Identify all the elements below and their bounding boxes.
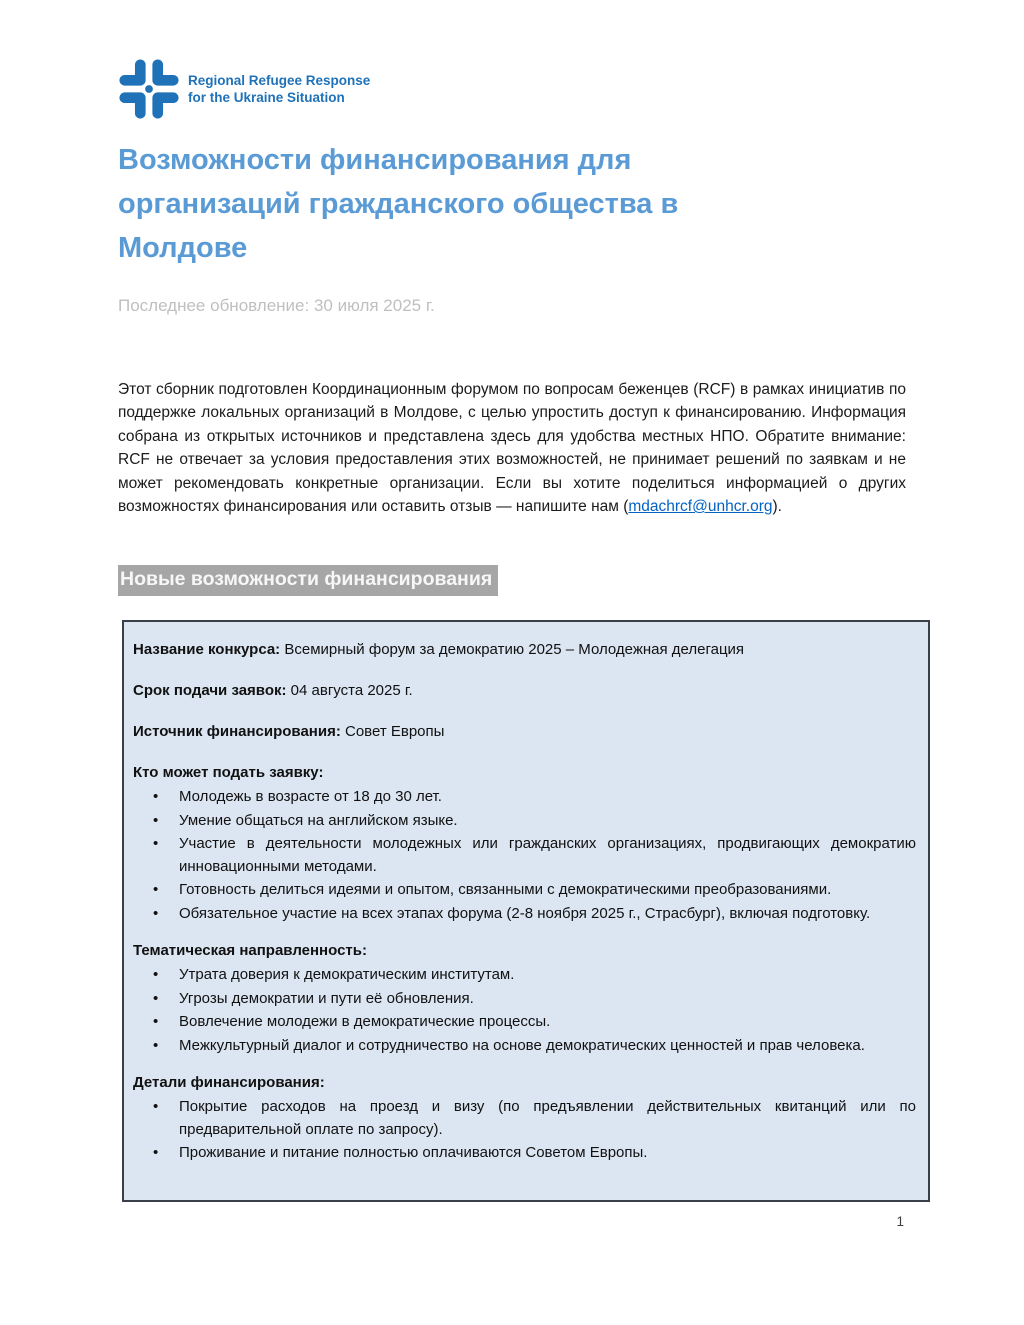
field-row-funding-source [133, 722, 918, 742]
bullet-item: • Участие в деятельности молодежных или гражданских организациях, продвигающих демократию инновационными методами. [179, 833, 916, 878]
bullet-list-themes [133, 964, 918, 1057]
logo [118, 58, 370, 120]
bullet-item: • Готовность делиться идеями и опытом, связанными с демократическими преобразованиями. [179, 879, 916, 902]
funding-card [122, 620, 930, 1202]
bullet-list-eligibility [133, 786, 918, 925]
rrp-logo-icon [118, 58, 180, 120]
field-row-contest-name [133, 640, 918, 660]
logo-wordmark [188, 72, 370, 106]
intro-text-after: ). [772, 498, 782, 515]
bullet-item: • Вовлечение молодежи в демократические процессы. [179, 1011, 916, 1034]
email-link[interactable]: mdachrcf@unhcr.org [628, 498, 773, 515]
bullet-item: • Угрозы демократии и пути её обновления. [179, 988, 916, 1011]
bullet-item: • Утрата доверия к демократическим институтам. [179, 964, 916, 987]
field-value: 04 августа 2025 г. [286, 682, 413, 699]
bullet-item: • Покрытие расходов на проезд и визу (по предъявлении действительных квитанций или по предварительной оплате по запросу). [179, 1096, 916, 1141]
intro-text-before: Этот сборник подготовлен Координационным форумом по вопросам беженцев (RCF) в рамках инициатив по поддержке локальных организаций в Молдове, с целью упростить доступ к финансированию. Информация собрана из открытых источников и представлена здесь для удобства местных НПО. Обратите внимание: RCF не отвечает за условия предоставления этих возможностей, не принимает решений по заявкам и не может рекомендовать конкретные организации. Если вы хотите поделиться информацией о других возможностях финансирования или оставить отзыв — напишите нам ( [118, 380, 906, 515]
bullet-item: • Проживание и питание полностью оплачиваются Советом Европы. [179, 1142, 916, 1165]
logo-line2: for the Ukraine Situation [188, 90, 345, 105]
field-label: Название конкурса: [133, 641, 281, 658]
card-section-heading-eligibility: Кто может подать заявку: [133, 764, 324, 781]
page-title: Возможности финансирования для организаций гражданского общества в Молдове [118, 144, 679, 264]
logo-line1: Regional Refugee Response [188, 73, 371, 88]
field-label: Срок подачи заявок: [133, 682, 287, 699]
bullet-item: • Умение общаться на английском языке. [179, 810, 916, 833]
last-updated: Последнее обновление: 30 июля 2025 г. [118, 296, 435, 315]
bullet-item: • Межкультурный диалог и сотрудничество на основе демократических ценностей и прав человека. [179, 1035, 916, 1058]
intro-paragraph [118, 378, 906, 519]
card-section-heading-funding-details: Детали финансирования: [133, 1074, 325, 1091]
section-heading-highlight: Новые возможности финансирования [118, 565, 498, 596]
bullet-item: • Молодежь в возрасте от 18 до 30 лет. [179, 786, 916, 809]
field-value: Совет Европы [340, 723, 445, 740]
bullet-list-funding-details [133, 1096, 918, 1165]
bullet-item: • Обязательное участие на всех этапах форума (2-8 ноября 2025 г., Страсбург), включая подготовку. [179, 903, 916, 926]
field-row-deadline [133, 681, 918, 701]
field-label: Источник финансирования: [133, 723, 341, 740]
page-number: 1 [896, 1214, 904, 1229]
field-value: Всемирный форум за демократию 2025 – Молодежная делегация [280, 641, 745, 658]
card-section-heading-themes: Тематическая направленность: [133, 942, 367, 959]
